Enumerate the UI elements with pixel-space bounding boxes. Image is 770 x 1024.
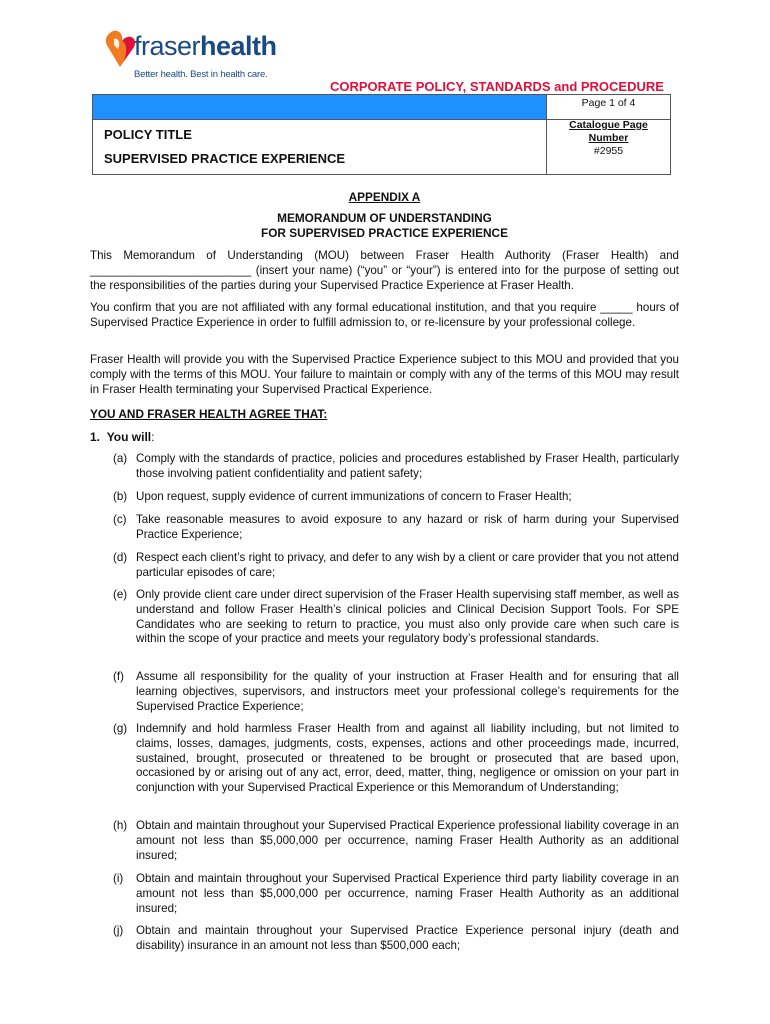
appendix-heading: APPENDIX A [348, 190, 421, 204]
policy-title-cell [93, 119, 547, 174]
list-item: (j) Obtain and maintain throughout your Supervised Practice Experience personal injury (death and disability) insurance in an amount not less than $500,000 each; [113, 924, 679, 952]
fraser-health-logo [104, 27, 304, 85]
mou-title-line-1: MEMORANDUM OF UNDERSTANDING [277, 211, 492, 225]
section-1-title: You will [106, 430, 152, 444]
intro-paragraph: This Memorandum of Understanding (MOU) between Fraser Health Authority (Fraser Health) and _________________________ (insert your name) (“you” or “your”) is entered into for the purpose of setting out the responsibilities of the parties during your Supervised Practice Experience at Fraser Health. [90, 249, 679, 292]
list-item: (c) Take reasonable measures to avoid exposure to any hazard or risk of harm during your Supervised Practice Experience; [113, 513, 679, 541]
list-item: (a) Comply with the standards of practice, policies and procedures established by Fraser Health, particularly those involving patient confidentiality and patient safety; [113, 452, 679, 480]
list-item: (i) Obtain and maintain throughout your Supervised Practical Experience third party liability coverage in an amount not less than $5,000,000 per occurrence, naming Fraser Health Authority as an additional insured; [113, 872, 679, 915]
policy-header-table [92, 94, 671, 175]
catalogue-number: #2955 [593, 145, 624, 157]
list-item: (d) Respect each client’s right to privacy, and defer to any wish by a client or care provider that you not attend particular episodes of care; [113, 551, 679, 579]
provision-paragraph: Fraser Health will provide you with the Supervised Practice Experience subject to this MOU and provided that you comply with the terms of this MOU. Your failure to maintain or comply with any of the terms of this MOU may result in Fraser Health terminating your Supervised Practical Experience. [90, 353, 679, 396]
agree-heading: YOU AND FRASER HEALTH AGREE THAT: [90, 407, 328, 421]
confirm-paragraph: You confirm that you are not affiliated with any formal educational institution, and that you require _____ hours of Supervised Practice Experience in order to fulfill admission to, or re-licensure by your professional college. [90, 301, 679, 329]
policy-title-label: POLICY TITLE [104, 127, 192, 142]
list-item: (e) Only provide client care under direct supervision of the Fraser Health supervising staff member, as well as understand and follow Fraser Health’s clinical policies and Clinical Decision Support Tools. For SPE Candidates who are seeking to return to practice, you must also only provide care when such care is within the scope of your practice and meets your regulatory body’s professional standards. [113, 588, 679, 646]
policy-title: SUPERVISED PRACTICE EXPERIENCE [104, 151, 346, 166]
header-color-bar [93, 95, 547, 120]
list-item: (h) Obtain and maintain throughout your Supervised Practical Experience professional liability coverage in an amount not less than $5,000,000 per occurrence, naming Fraser Health Authority as an additional insured; [113, 819, 679, 862]
catalogue-label-2: Number [588, 132, 629, 144]
catalogue-label-1: Catalogue Page [569, 119, 648, 131]
list-item: (f) Assume all responsibility for the quality of your instruction at Fraser Health and for ensuring that all learning objectives, supervisors, and instructors meet your professional college’s requirements for the Supervised Practice Experience; [113, 670, 679, 713]
section-1-heading: 1. You will: [90, 430, 155, 444]
corporate-policy-heading: CORPORATE POLICY, STANDARDS and PROCEDURE [330, 79, 664, 94]
logo-wordmark: fraserhealth [134, 31, 277, 61]
mou-title-line-2: FOR SUPERVISED PRACTICE EXPERIENCE [261, 226, 508, 240]
catalogue-cell [547, 119, 670, 158]
section-1-number: 1. [90, 430, 101, 444]
logo-tagline: Better health. Best in health care. [134, 69, 268, 80]
list-item: (b) Upon request, supply evidence of current immunizations of concern to Fraser Health; [113, 490, 572, 503]
page-number: Page 1 of 4 [547, 95, 670, 120]
list-item: (g) Indemnify and hold harmless Fraser Health from and against all liability including, but not limited to claims, losses, damages, judgments, costs, expenses, actions and other proceedings made, incurred, sustained, brought, prosecuted or threatened to be brought or prosecuted that are based upon, occasioned by or arising out of any act, error, deed, matter, thing, negligence or omission on your part in conjunction with your Supervised Practical Experience or this Memorandum of Understanding; [113, 722, 679, 795]
